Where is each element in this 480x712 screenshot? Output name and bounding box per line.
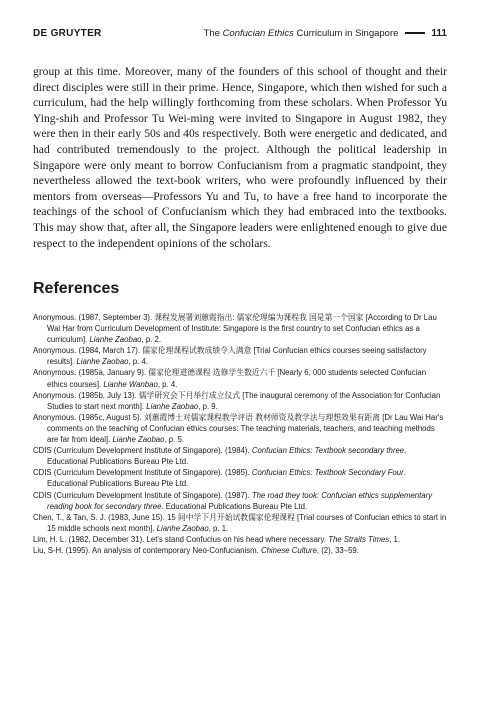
reference-source: Chinese Culture bbox=[260, 545, 317, 555]
reference-locator: . Educational Publications Bureau Pte Ltd. bbox=[47, 468, 406, 489]
reference-source: Lianhe Zaobao bbox=[156, 523, 209, 533]
body-paragraph: group at this time. Moreover, many of the founders of this school of thought and their direct disciples were still in their prime. Hence, Singapore, which then wished for such a curriculum, had the help willingly forthcoming from these scholars. When Professor Yu Ying-shih and Professor Tu Wei-ming were invited to Singapore in August 1982, they were then in their early 50s and 40s respectively. Both were energetic and dedicated, and had contributed tremendously to the project. Although the political leadership in Singapore were only meant to borrow Confucianism from a pragmatic standpoint, they nevertheless allowed the text-book writers, who were profoundly influenced by their mentors from overseas—Professors Yu and Tu, to have a free hand to incorporate the teachings of the school of Confucianism which they had embraced into the textbooks. This may show that, after all, the Singapore leaders were enlightened enough to give due respect to the independent opinions of the scholars. bbox=[33, 65, 447, 250]
reference-entry bbox=[33, 512, 447, 534]
reference-text: Anonymous. (1987, September 3). 课程发展署刘蕙霞指出: 儒家伦理编为课程我 国是第一个国家 [According to Dr Lau Wai Har from Curriculum Development of Institute: Singapore is the first country to set Confucian ethics as a curriculum]. bbox=[33, 313, 437, 345]
reference-locator: . Educational Publications Bureau Pte Ltd. bbox=[47, 446, 407, 467]
reference-source: Lianhe Zaobao bbox=[146, 401, 199, 411]
references-heading: References bbox=[33, 280, 120, 297]
reference-locator: , p. 4. bbox=[128, 357, 149, 367]
reference-locator: . Educational Publications Bureau Pte Ltd. bbox=[161, 501, 308, 511]
reference-source: The road they took: Confucian ethics supplementary reading book for secondary three bbox=[47, 490, 433, 511]
reference-source: Lianhe Wanbao bbox=[103, 379, 158, 389]
reference-text: CDIS (Curriculum Development Institute of Singapore). (1984). bbox=[33, 446, 252, 456]
reference-entry bbox=[33, 445, 447, 467]
reference-entry bbox=[33, 367, 447, 389]
reference-entry bbox=[33, 534, 447, 545]
reference-text: Lim, H. L. (1982, December 31). Let's stand Confucius on his head where necessary. bbox=[33, 534, 329, 544]
reference-entry bbox=[33, 390, 447, 412]
reference-locator: , p. 5. bbox=[164, 435, 184, 445]
running-title-suffix: Curriculum in Singapore bbox=[293, 27, 399, 39]
reference-locator: , p. 4. bbox=[157, 379, 178, 389]
reference-source: The Straits Times bbox=[328, 534, 390, 544]
publisher-name: DE GRUYTER bbox=[33, 27, 102, 39]
reference-entry bbox=[33, 490, 447, 512]
header-rule bbox=[405, 32, 425, 34]
reference-text: Liu, S-H. (1995). An analysis of contemporary Neo-Confucianism. bbox=[33, 545, 261, 555]
reference-text: Chen, T., & Tan, S. J. (1983, June 15). 15 间中学下月开始试教儒家伦理课程 [Trial courses of Confucian ethics to start in 15 middle schools next month]. bbox=[33, 512, 447, 533]
reference-source: Confucian Ethics: Textbook secondary three bbox=[251, 446, 405, 456]
reference-text: Anonymous. (1984, March 17). 儒家伦理课程试教成绩令人满意 [Trial Confucian ethics courses seeing satisfactory results]. bbox=[33, 346, 427, 367]
reference-locator: , p. 2. bbox=[141, 335, 162, 345]
running-title-italic: Confucian Ethics bbox=[222, 27, 294, 39]
reference-text: Anonymous. (1985c, August 5). 刘蕙霞博士对儒家课程教学评语 教材师资及教学法与理想效果有距离 [Dr Lau Wai Har's comments on the teaching of Confucian ethics courses: The teaching materials, teachers, and teaching methods are far from ideal]. bbox=[33, 412, 444, 445]
running-title-prefix: The bbox=[203, 27, 223, 39]
reference-locator: , p. 1. bbox=[208, 523, 229, 533]
reference-text: Anonymous. (1985a, January 9). 儒家伦理道德课程 选修学生数近六千 [Nearly 6, 000 students selected Confucian ethics courses]. bbox=[33, 368, 427, 389]
running-title bbox=[204, 28, 399, 39]
reference-entry bbox=[33, 345, 447, 367]
reference-text: Anonymous. (1985b, July 13). 儒学研究会下月举行成立仪式 [The inaugural ceremony of the Association for Confucian Studies to start next month]. bbox=[33, 390, 441, 411]
page-number: 111 bbox=[431, 27, 447, 39]
reference-entry bbox=[33, 312, 447, 345]
reference-locator: , p. 9. bbox=[198, 401, 218, 411]
reference-text: CDIS (Curriculum Development Institute of Singapore). (1987). bbox=[33, 490, 252, 500]
reference-locator: , (2), 33–59. bbox=[316, 545, 359, 555]
reference-source: Lianhe Zaobao bbox=[76, 357, 129, 367]
references-list bbox=[33, 312, 447, 556]
reference-locator: , 1. bbox=[389, 534, 401, 544]
reference-source: Lianhe Zaobao bbox=[89, 335, 142, 345]
reference-entry bbox=[33, 467, 447, 489]
reference-text: CDIS (Curriculum Development Institute of Singapore). (1985). bbox=[33, 468, 252, 478]
reference-entry bbox=[33, 545, 447, 556]
reference-source: Confucian Ethics: Textbook Secondary Four bbox=[251, 468, 404, 478]
reference-source: Lianhe Zaobao bbox=[112, 435, 165, 445]
page-header bbox=[33, 25, 447, 41]
reference-entry bbox=[33, 412, 447, 445]
